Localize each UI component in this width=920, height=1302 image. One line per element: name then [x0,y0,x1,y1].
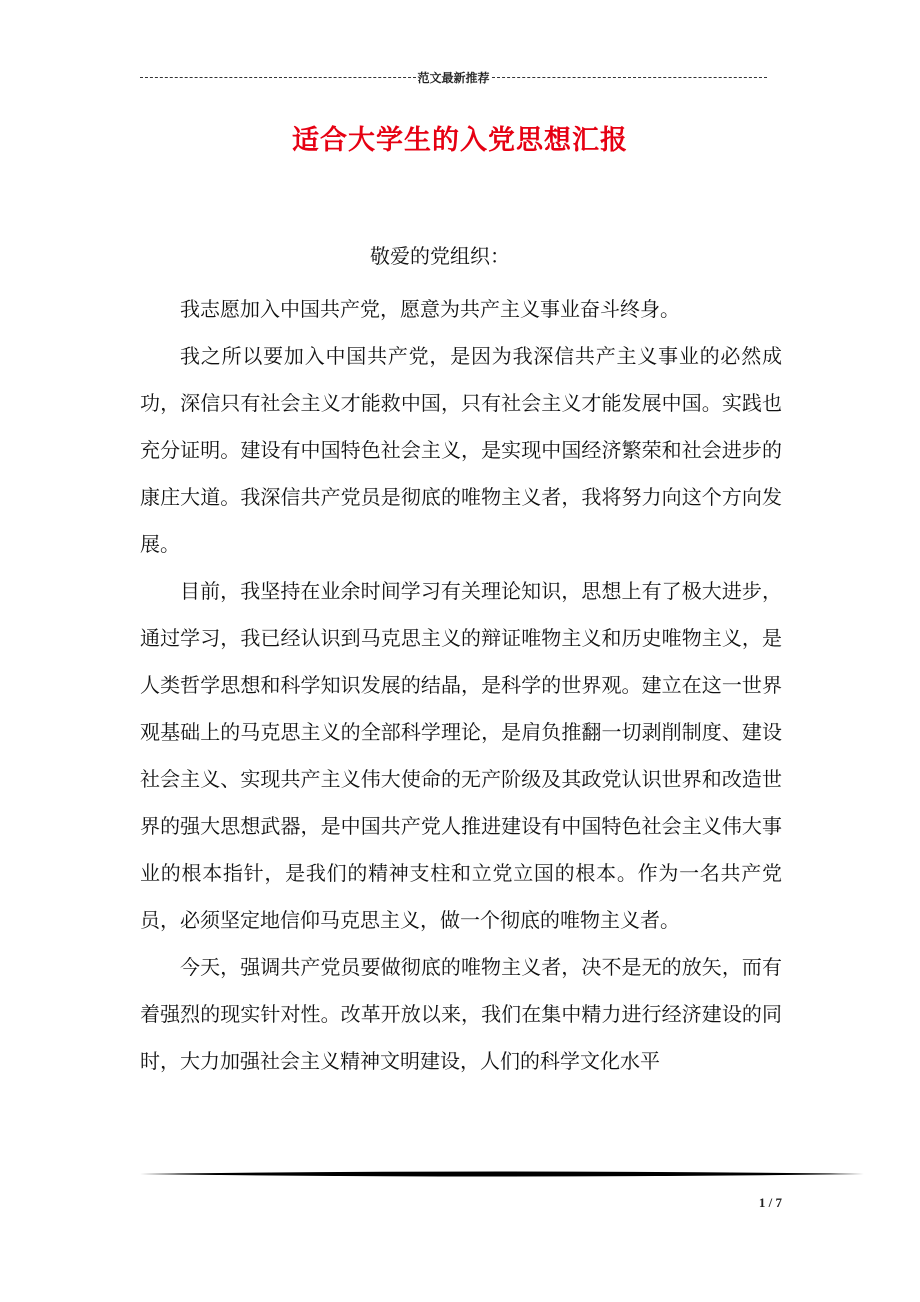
page-header [140,66,767,88]
header-dashes-left [140,77,416,78]
header-dashes-right [492,77,768,78]
document-title: 适合大学生的入党思想汇报 [292,125,628,156]
page-number: 1 / 7 [758,1195,782,1210]
document-body [140,286,782,1085]
footer-divider [140,1170,864,1178]
paragraph: 我志愿加入中国共产党，愿意为共产主义事业奋斗终身。 [180,297,680,321]
paragraph: 我之所以要加入中国共产党，是因为我深信共产主义事业的必然成功，深信只有社会主义才能救中国，只有社会主义才能发展中国。实践也充分证明。建设有中国特色社会主义，是实现中国经济繁荣和社会进步的康庄大道。我深信共产党员是彻底的唯物主义者，我将努力向这个方向发展。 [140,344,782,556]
header-label: 范文最新推荐 [417,70,490,85]
paragraph: 目前，我坚持在业余时间学习有关理论知识，思想上有了极大进步，通过学习，我已经认识到马克思主义的辩证唯物主义和历史唯物主义，是人类哲学思想和科学知识发展的结晶，是科学的世界观。建立在这一世界观基础上的马克思主义的全部科学理论，是肩负推翻一切剥削制度、建设社会主义、实现共产主义伟大使命的无产阶级及其政党认识世界和改造世界的强大思想武器，是中国共产党人推进建设有中国特色社会主义伟大事业的根本指针，是我们的精神支柱和立党立国的根本。作为一名共产党员，必须坚定地信仰马克思主义，做一个彻底的唯物主义者。 [140,579,782,932]
paragraph: 今天，强调共产党员要做彻底的唯物主义者，决不是无的放矢，而有着强烈的现实针对性。改革开放以来，我们在集中精力进行经济建设的同时，大力加强社会主义精神文明建设，人们的科学文化水平 [140,955,782,1073]
greeting: 敬爱的党组织： [370,244,510,268]
